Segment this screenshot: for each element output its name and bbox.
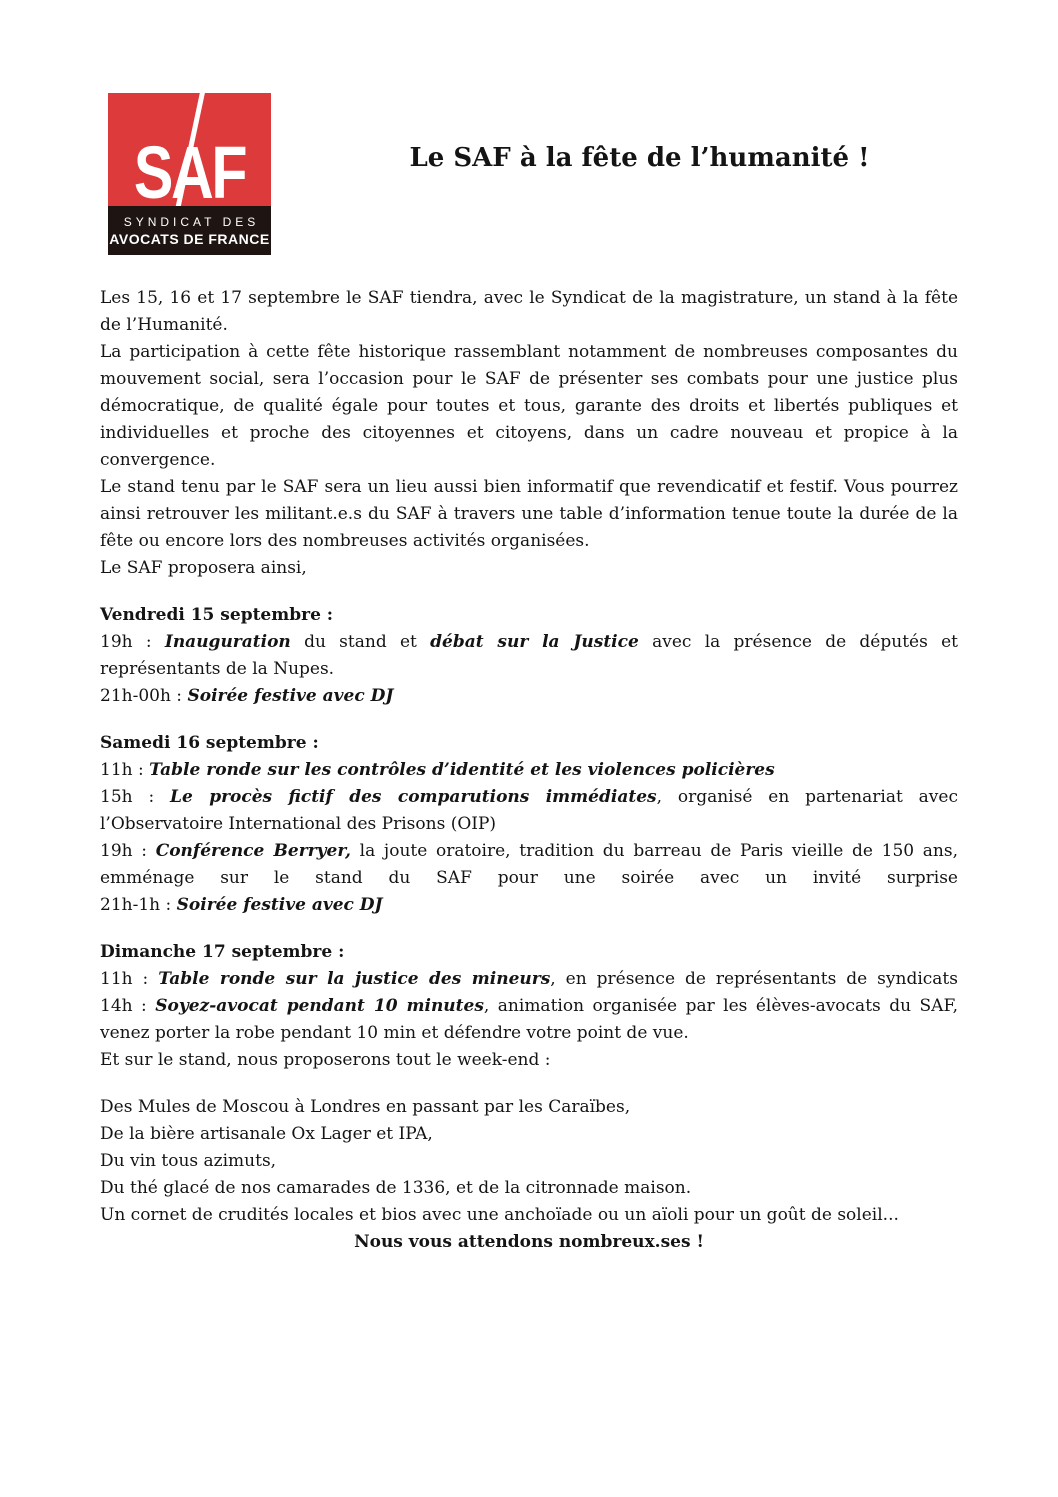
sunday-heading: Dimanche 17 septembre : (100, 942, 345, 962)
weekend-offering-4: Du thé glacé de nos camarades de 1336, et de la citronnade maison. (100, 1178, 692, 1198)
saturday-item-19h-rest: la joute oratoire, tradition du barreau de Paris vieille de 150 ans, emménage sur le stand du SAF pour une soirée avec un invité surprise (100, 841, 958, 888)
friday-item-19h-time: 19h : (100, 632, 165, 652)
saturday-item-11h (100, 757, 958, 784)
logo-acronym: SAF (133, 131, 246, 206)
saturday-item-21h-time: 21h-1h : (100, 895, 177, 915)
friday-item-19h-title-2: débat sur la Justice (430, 632, 639, 652)
weekend-offering-2: De la bière artisanale Ox Lager et IPA, (100, 1124, 433, 1144)
friday-item-19h (100, 629, 958, 683)
weekend-offering-3: Du vin tous azimuts, (100, 1151, 277, 1171)
saturday-item-15h-rest: , organisé en partenariat avec l’Observatoire International des Prisons (OIP) (100, 787, 958, 834)
logo-org-line1: SYNDICAT DES (123, 214, 260, 229)
document-body (0, 255, 1058, 1256)
schedule-saturday (100, 730, 958, 919)
schedule-sunday (100, 939, 958, 1047)
weekend-offering-1: Des Mules de Moscou à Londres en passant par les Caraïbes, (100, 1097, 631, 1117)
schedule-friday (100, 602, 958, 710)
weekend-offering-5: Un cornet de crudités locales et bios avec une anchoïade ou un aïoli pour un goût de soleil... (100, 1205, 899, 1225)
sunday-item-11h-title: Table ronde sur la justice des mineurs (158, 969, 551, 989)
sunday-item-14h-title: Soyez-avocat pendant 10 minutes (155, 996, 484, 1016)
saf-logo-red-block (108, 93, 271, 206)
sunday-item-11h-rest: , en présence de représentants de syndicats (550, 969, 958, 989)
saturday-item-15h-title: Le procès fictif des comparutions immédiates (170, 787, 657, 807)
closing-line: Nous vous attendons nombreux.ses ! (354, 1232, 704, 1252)
sunday-item-11h-time: 11h : (100, 969, 159, 989)
title-area (271, 93, 958, 173)
saturday-item-11h-time: 11h : (100, 760, 150, 780)
friday-item-21h (100, 683, 958, 710)
saturday-item-19h-time: 19h : (100, 841, 156, 861)
weekend-offerings-list (100, 1094, 958, 1229)
saturday-item-11h-title: Table ronde sur les contrôles d’identité et les violences policières (149, 760, 775, 780)
friday-item-21h-title: Soirée festive avec DJ (187, 686, 394, 706)
friday-item-19h-mid: du stand et (290, 632, 431, 652)
weekend-intro: Et sur le stand, nous proposerons tout le week-end : (100, 1050, 551, 1070)
intro-paragraph-1: Les 15, 16 et 17 septembre le SAF tiendra, avec le Syndicat de la magistrature, un stand à la fête de l’Humanité. (100, 288, 958, 335)
intro-paragraph-4: Le SAF proposera ainsi, (100, 558, 307, 578)
sunday-item-11h (100, 966, 958, 993)
sunday-item-14h (100, 993, 958, 1047)
saf-logo (108, 93, 271, 255)
saturday-item-19h (100, 838, 958, 892)
friday-item-19h-rest: avec la présence de députés et représentants de la Nupes. (100, 632, 958, 679)
document-header (0, 0, 1058, 255)
sunday-item-14h-time: 14h : (100, 996, 156, 1016)
saturday-item-21h (100, 892, 958, 919)
saturday-item-15h-time: 15h : (100, 787, 171, 807)
intro-paragraph-3: Le stand tenu par le SAF sera un lieu aussi bien informatif que revendicatif et festif. Vous pourrez ainsi retrouver les militant.e.s du SAF à travers une table d’information tenue toute la durée de la fête ou encore lors des nombreuses activités organisées. (100, 477, 958, 551)
sunday-item-14h-rest: , animation organisée par les élèves-avocats du SAF, venez porter la robe pendant 10 min et défendre votre point de vue. (100, 996, 958, 1043)
saturday-item-21h-title: Soirée festive avec DJ (176, 895, 383, 915)
saturday-heading: Samedi 16 septembre : (100, 733, 319, 753)
saf-logo-black-band (108, 206, 271, 255)
friday-heading: Vendredi 15 septembre : (100, 605, 334, 625)
intro-paragraph-2: La participation à cette fête historique rassemblant notamment de nombreuses composantes du mouvement social, sera l’occasion pour le SAF de présenter ses combats pour une justice plus démocratique, de qualité égale pour toutes et tous, garante des droits et libertés publiques et individuelles et proche des citoyennes et citoyens, dans un cadre nouveau et propice à la convergence. (100, 342, 958, 470)
logo-org-line2: AVOCATS DE FRANCE (109, 230, 270, 247)
saturday-item-19h-title: Conférence Berryer, (155, 841, 351, 861)
friday-item-21h-time: 21h-00h : (100, 686, 188, 706)
page-title: Le SAF à la fête de l’humanité ! (409, 143, 870, 173)
friday-item-19h-title-1: Inauguration (164, 632, 291, 652)
saturday-item-15h (100, 784, 958, 838)
